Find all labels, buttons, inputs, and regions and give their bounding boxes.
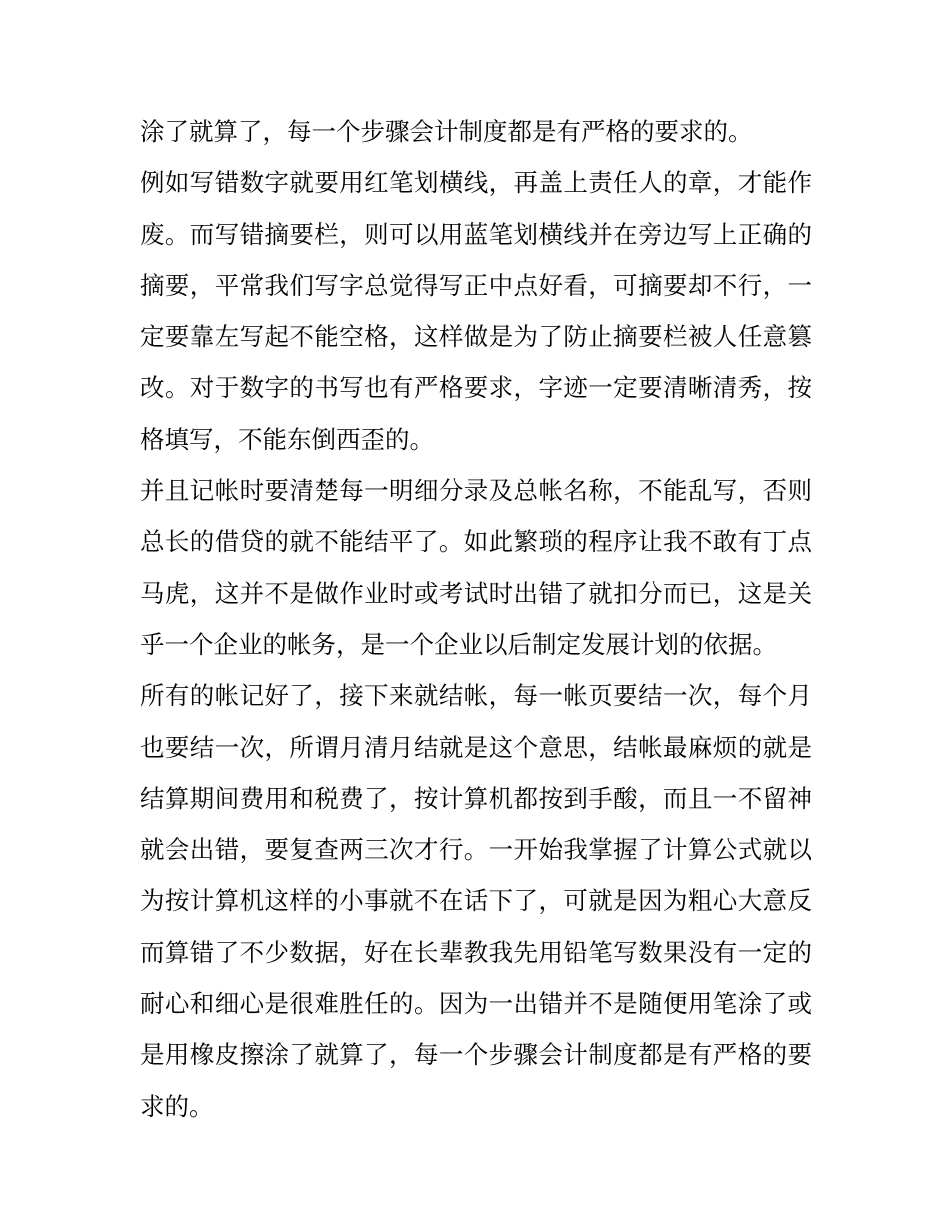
text-line: 废。而写错摘要栏，则可以用蓝笔划横线并在旁边写上正确的 — [140, 219, 812, 249]
text-line: 乎一个企业的帐务，是一个企业以后制定发展计划的依据。 — [140, 629, 777, 659]
text-line: 结算期间费用和税费了，按计算机都按到手酸，而且一不留神 — [140, 783, 812, 813]
text-line: 而算错了不少数据，好在长辈教我先用铅笔写数果没有一定的 — [140, 937, 812, 967]
text-line: 例如写错数字就要用红笔划横线，再盖上责任人的章，才能作 — [140, 168, 812, 198]
text-line: 所有的帐记好了，接下来就结帐，每一帐页要结一次，每个月 — [140, 681, 812, 711]
text-line: 总长的借贷的就不能结平了。如此繁琐的程序让我不敢有丁点 — [140, 527, 812, 557]
text-line: 格填写，不能东倒西歪的。 — [140, 424, 434, 454]
text-line: 是用橡皮擦涂了就算了，每一个步骤会计制度都是有严格的要 — [140, 1040, 812, 1070]
text-line: 定要靠左写起不能空格，这样做是为了防止摘要栏被人任意篡 — [140, 322, 812, 352]
text-line: 耐心和细心是很难胜任的。因为一出错并不是随便用笔涂了或 — [140, 989, 812, 1019]
text-line: 涂了就算了，每一个步骤会计制度都是有严格的要求的。 — [140, 117, 753, 146]
text-line: 就会出错，要复查两三次才行。一开始我掌握了计算公式就以 — [140, 835, 812, 865]
text-line: 改。对于数字的书写也有严格要求，字迹一定要清晰清秀，按 — [140, 373, 812, 403]
text-line: 摘要，平常我们写字总觉得写正中点好看，可摘要却不行，一 — [140, 270, 812, 300]
text-line: 并且记帐时要清楚每一明细分录及总帐名称，不能乱写，否则 — [140, 476, 812, 506]
text-line: 为按计算机这样的小事就不在话下了，可就是因为粗心大意反 — [140, 886, 812, 916]
document-body — [140, 106, 812, 1132]
text-line: 也要结一次，所谓月清月结就是这个意思，结帐最麻烦的就是 — [140, 732, 812, 762]
text-line: 求的。 — [140, 1091, 214, 1121]
text-line: 马虎，这并不是做作业时或考试时出错了就扣分而已，这是关 — [140, 578, 812, 608]
